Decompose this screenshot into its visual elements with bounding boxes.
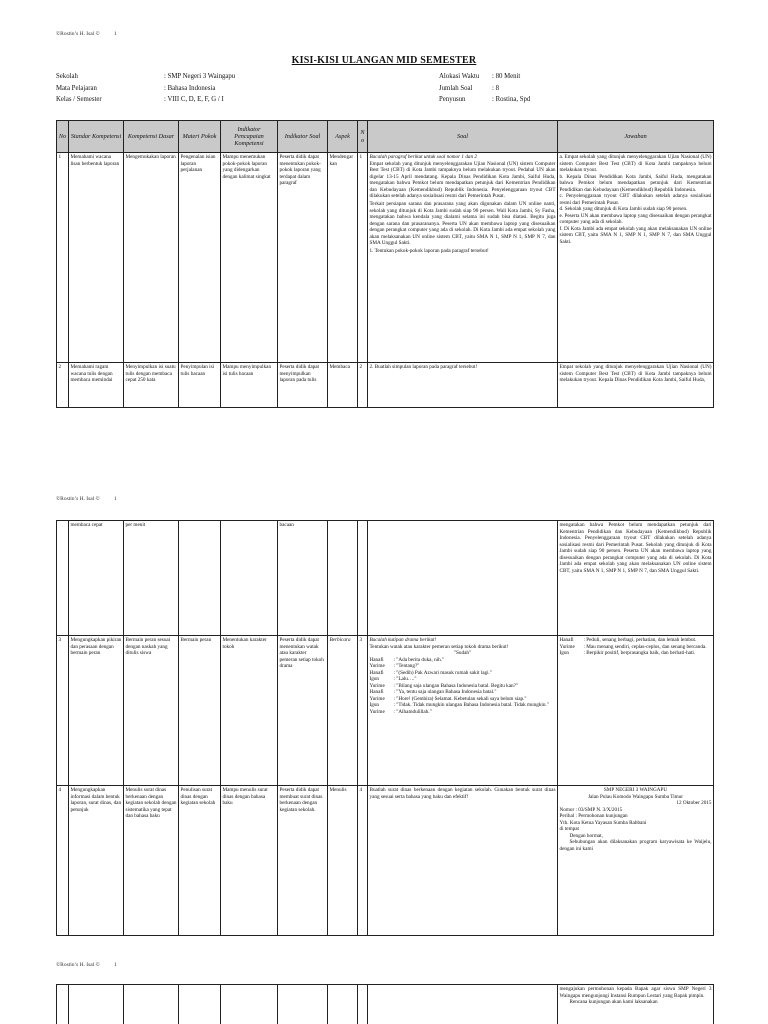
cell-jawaban: mengatakan bahwa Pemkot belum mendapatkan petunjuk dari Kementrian Pendidikan dan Kebudayaan (Kemendikbud) Republik Indonesia. Penyelenggaraan tryout CBT dilakukan setelah adanya sosialisasi resmi dari Pemerintah Pusat. Sekolah yang ditunjuk di Kota Jambi sudah siap 90 persen. Peserta UN akan membawa laptop yang disesuaikan dengan perangkat computer yang ada di sekolah. Di Kota Jambi ada empat sekolah yang akan melaksanakan UN online sistem CBT, yaitu SMA N 1, SMP N 1, SMP N 7, dan SMA Unggul Sakti. bbox=[558, 521, 714, 636]
cell-ipk bbox=[221, 985, 278, 1024]
info-label: Alokasi Waktu bbox=[439, 73, 480, 80]
footer-note: ©Rostin’s H. Isal © bbox=[56, 962, 100, 968]
header-no-soal: No bbox=[358, 121, 368, 153]
cell-soal bbox=[368, 521, 558, 636]
cell-materi bbox=[179, 521, 221, 636]
cell-materi bbox=[179, 985, 221, 1024]
cell-soal bbox=[368, 985, 558, 1024]
page-title: KISI-KISI ULANGAN MID SEMESTER bbox=[291, 55, 477, 66]
cell-materi: Pengenalan isian laporan perjalanan bbox=[179, 153, 221, 363]
cell-soal: 2. Buatlah simpulan laporan pada paragraf tersebut! bbox=[368, 363, 558, 408]
page-1 bbox=[0, 0, 768, 500]
info-label: Kelas / Semester bbox=[56, 96, 102, 103]
header-materi-pokok: Materi Pokok bbox=[179, 121, 221, 153]
table-row bbox=[57, 521, 714, 636]
cell-aspek: Berbicara bbox=[328, 636, 358, 786]
cell-jawaban: Empat sekolah yang ditunjuk menyelenggarakan Ujian Nasional (UN) sistem Computer Best Test (CBT) di Kota Jambi tampaknya belum melakukan tryout. Kepala Dinas Pendidikan Kota Jambi, Saiful Huda, bbox=[558, 363, 714, 408]
cell-no-soal: 2 bbox=[358, 363, 368, 408]
header-soal: Soal bbox=[368, 121, 558, 153]
letter-body: mengajukan permohonan kepada Bapak agar siswa SMP Negeri 3 Waingapu mengunjungi Instansi Rumpun Lestari yang Bapak pimpin. bbox=[559, 986, 712, 999]
cell-aspek: Membaca bbox=[328, 363, 358, 408]
info-row bbox=[439, 85, 530, 97]
cell-sk: Memahami wacana lisan berbentuk laporan bbox=[69, 153, 124, 363]
info-value: : Bahasa Indonesia bbox=[164, 84, 216, 92]
speaker: Yurime bbox=[369, 682, 385, 689]
speaker: Igun bbox=[369, 702, 380, 708]
jawaban-item: f. Di Kota Jambi ada empat sekolah yang akan melaksanakan UN online sistem CBT, yaitu SMA N 1, SMP N 1, SMP N 7, dan SMA Unggul Sakti. bbox=[559, 225, 712, 245]
cell-soal: Buatlah surat dinas berkenaan dengan kegiatan sekolah. Gunakan bentuk surat dinas yang sesuai serta bahasa yang baku dan efektif! bbox=[368, 786, 558, 936]
dialog-text: : "Ya, tentu saja ulangan Bahasa Indonesia batal." bbox=[393, 689, 497, 695]
speaker: Hanafi bbox=[369, 689, 384, 695]
table-row bbox=[57, 153, 714, 363]
info-row bbox=[56, 85, 235, 97]
info-left bbox=[56, 73, 235, 108]
page-3 bbox=[0, 958, 768, 1024]
cell-no-soal bbox=[358, 521, 368, 636]
header-kompetensi-dasar: Kompetensi Dasar bbox=[124, 121, 179, 153]
letter-body: Sehubungan akan dilaksanakan program karyawisata ke Waijelu, dengan ini kami bbox=[559, 839, 712, 852]
cell-ipk bbox=[221, 521, 278, 636]
jawaban-item: e. Peserta UN akan membawa laptop yang disesuaikan dengan perangkat computer yang ada di sekolah. bbox=[559, 212, 712, 225]
page-header bbox=[56, 31, 117, 38]
table-row bbox=[57, 363, 714, 408]
info-label: Sekolah bbox=[56, 73, 78, 80]
cell-no: 3 bbox=[57, 636, 69, 786]
header-aspek: Aspek bbox=[328, 121, 358, 153]
cell-ipk: Mampu menyimpulkan isi tulis bacaan bbox=[221, 363, 278, 408]
cell-jawaban bbox=[558, 636, 714, 786]
letterhead-name: SMP NEGERI 3 WAINGAPU bbox=[603, 787, 668, 793]
header-standar-kompetensi: Standar Kompetensi bbox=[69, 121, 124, 153]
info-row bbox=[56, 73, 235, 85]
info-row bbox=[439, 96, 530, 108]
cell-is bbox=[278, 985, 328, 1024]
cell-kd: Mengemukakan laporan bbox=[124, 153, 179, 363]
kisi-kisi-table bbox=[56, 120, 714, 408]
info-value: : 8 bbox=[492, 84, 499, 92]
cell-jawaban bbox=[558, 786, 714, 936]
dialog-text: : "Alhamdulillah." bbox=[393, 708, 432, 715]
cell-sk: Mengungkapkan pikiran dan perasaan dengan bermain peran bbox=[69, 636, 124, 786]
jawaban-item: b. Kepala Dinas Pendidikan Kota Jambi, Saiful Huda, mengatakan bahwa Pemkot belum mendapatkan petunjuk dari Kementrian Pendidikan dan Kebudayaan (Kemendikbud) Republik Indonesia. bbox=[559, 173, 712, 193]
cell-kd: Bermain peran sesuai dengan naskah yang ditulis siswa bbox=[124, 636, 179, 786]
cell-kd bbox=[124, 985, 179, 1024]
dialog-text: : "Bilang saja ulangan Bahasa Indonesia batal. Begitu kan?" bbox=[393, 682, 519, 689]
dialog-line bbox=[370, 709, 556, 716]
cell-kd: Menyimpulkan isi suatu tulis dengan membaca cepat 250 kata bbox=[124, 363, 179, 408]
page-header bbox=[56, 496, 117, 503]
dialog-text: : "Tentang?" bbox=[393, 663, 420, 669]
cell-aspek: Mendengarkan bbox=[328, 153, 358, 363]
cell-no bbox=[57, 985, 69, 1024]
letter-recipient: Yth. Kota Ketua Yayasan Sumba Rabbani bbox=[559, 819, 647, 826]
cell-no bbox=[57, 521, 69, 636]
info-value: : VIII C, D, E, F, G / I bbox=[164, 96, 224, 103]
soal-paragraph: Terkait persiapan sarana dan prasarana yang akan digunakan dalam UN online nanti, sekolah yang ditunjuk di Kota Jambi sudah siap 90 persen. Wali Kota Jambi, Sy Fasha, mengatakan bahwa kendala yang dialami selama ini sudah bisa diatasi. Begitu juga dengan sarana dan prasarananya. Peserta UN akan membawa laptop yang disesuaikan dengan perangkat computer yang ada di sekolah. Di Kota Jambi ada empat sekolah yang akan melaksanakan UN online sistem CBT, yaitu SMA N 1, SMP N 1, SMP N 7, dan SMA Unggul Sakti. bbox=[369, 201, 556, 246]
letter-subject: Perihal : Permohonan kunjungan bbox=[559, 813, 628, 819]
soal-paragraph: Empat sekolah yang ditunjuk menyelenggarakan Ujian Nasional (UN) sistem Computer Best Test (CBT) di Kota Jambi tampaknya belum melakukan tryout. Pedahal UN akan digelar 13-15 April mendatang. Kepala Dinas Pendidikan Kota Jambi, Saiful Huda, mengatakan bahwa Pemkot belum mendapatkan petunjuk dari Kementrian Pendidikan dan Kebudayaan (Kemendikbud) Republik Indonesia. Penyelenggaraan tryout CBT dilakukan setelah adanya sosialisasi resmi dari Pemerintah Pusat. bbox=[369, 160, 556, 199]
soal-intro: Bacalah kutipan drama berikut! bbox=[369, 637, 437, 643]
cell-is: Peserta didik dapat menyimpulkan laporan pada tulis bbox=[278, 363, 328, 408]
cell-no-soal: 1 bbox=[358, 153, 368, 363]
soal-question: 1. Tentukan pokok-pokok laporan pada paragraf tersebut! bbox=[369, 248, 489, 254]
dialog-text: : "Ada berita duka, nih." bbox=[393, 656, 445, 663]
speaker: Hanafi bbox=[369, 669, 384, 676]
cell-no-soal bbox=[358, 985, 368, 1024]
cell-sk: membaca cepat bbox=[69, 521, 124, 636]
jawaban-text: : Berpikir positif, berprasangka baik, dan berhati-hati. bbox=[583, 650, 696, 656]
info-value: : Rostina, Spd bbox=[492, 96, 531, 103]
cell-kd: Menulis surat dinas berkenaan dengan kegiatan sekolah dengan sistematika yang tepat dan bahasa baku bbox=[124, 786, 179, 936]
cell-soal bbox=[368, 153, 558, 363]
jawaban-item bbox=[560, 650, 712, 657]
letter-place: di tempat bbox=[559, 826, 579, 832]
dialog-text: : "(Sedih) Pak Azwari masuk rumah sakit lagi." bbox=[393, 669, 492, 676]
cell-no: 2 bbox=[57, 363, 69, 408]
cell-no: 1 bbox=[57, 153, 69, 363]
footer-note: ©Rostin’s H. Isal © bbox=[56, 31, 100, 37]
cell-is: bacaan bbox=[278, 521, 328, 636]
jawaban-item: d. Sekolah yang ditunjuk di Kota Jambi sudah siap 90 persen. bbox=[559, 206, 688, 212]
cell-is: Peserta didik dapat membuat surat dinas berkenaan dengan kegiatan sekolah. bbox=[278, 786, 328, 936]
letter-greeting: Dengan hormat, bbox=[569, 832, 603, 839]
info-value: : 80 Menit bbox=[492, 73, 521, 80]
letter-body: Rencana kunjungan akan kami laksanakan bbox=[569, 999, 658, 1005]
cell-materi: Bermain peran bbox=[179, 636, 221, 786]
page-2 bbox=[0, 490, 768, 960]
cell-sk: Mengungkapkan informasi dalam bentuk laporan, surat dinas, dan petunjuk bbox=[69, 786, 124, 936]
speaker: Igun bbox=[559, 650, 570, 656]
jawaban-item: a. Empat sekolah yang ditunjuk menyelenggarakan Ujian Nasional (UN) sistem Computer Best Test (CBT) di Kota Jambi tampaknya belum melakukan tryout. bbox=[559, 154, 712, 173]
letter-date: 12 Oktober 2015 bbox=[676, 800, 712, 806]
jawaban-text: : Mau menang sendiri, ceplas-ceplos, dan senang bercanda. bbox=[583, 643, 707, 650]
table-row bbox=[57, 786, 714, 936]
info-label: Penyusun bbox=[439, 96, 466, 103]
cell-jawaban bbox=[558, 153, 714, 363]
info-value: : SMP Negeri 3 Waingapu bbox=[164, 73, 236, 80]
cell-aspek: Menulis bbox=[328, 786, 358, 936]
table-row bbox=[57, 985, 714, 1024]
cell-ipk: Mampu menulis surat dinas dengan bahasa baku bbox=[221, 786, 278, 936]
page-number: 1 bbox=[113, 962, 117, 968]
speaker: Hanafi bbox=[559, 637, 574, 643]
cell-no: 4 bbox=[57, 786, 69, 936]
cell-sk bbox=[69, 985, 124, 1024]
info-row bbox=[439, 73, 530, 85]
letterhead-address: Jalan Pulau Komodo Waingapu Sumba Timur bbox=[587, 793, 684, 800]
cell-aspek bbox=[328, 521, 358, 636]
page-number: 1 bbox=[113, 496, 117, 502]
speaker: Yurime bbox=[559, 643, 575, 650]
dialog-text: : "Lalu…." bbox=[393, 676, 417, 682]
kisi-kisi-table-continued bbox=[56, 984, 714, 1024]
speaker: Hanafi bbox=[369, 656, 384, 663]
jawaban-text: : Peduli, senang berbagi, perhatian, dan lemah lembut. bbox=[583, 637, 697, 643]
soal-intro: Bacalah paragraf berikut untuk soal nomor 1 dan 2 bbox=[369, 154, 477, 160]
header-indikator-soal: Indikator Soal bbox=[278, 121, 328, 153]
cell-jawaban bbox=[558, 985, 714, 1024]
speaker: Yurime bbox=[369, 708, 385, 715]
info-right bbox=[439, 73, 530, 108]
table-header-row bbox=[57, 121, 714, 153]
cell-ipk: Menentukan karakter tokoh bbox=[221, 636, 278, 786]
speaker: Yurime bbox=[369, 663, 385, 669]
info-label: Jumlah Soal bbox=[439, 84, 473, 92]
speaker: Igun bbox=[369, 676, 380, 682]
footer-note: ©Rostin’s H. Isal © bbox=[56, 496, 100, 502]
cell-ipk: Mampu menemukan pokok-pokok laporan yang didengarkan dengan kalimat singkat bbox=[221, 153, 278, 363]
info-row bbox=[56, 96, 235, 108]
page-header bbox=[56, 962, 117, 969]
cell-sk: Memahami ragam wacana tulis dengan membaca memindai bbox=[69, 363, 124, 408]
speaker: Yurime bbox=[369, 695, 385, 702]
page-number: 1 bbox=[113, 31, 117, 37]
info-label: Mata Pelajaran bbox=[56, 84, 97, 92]
header-jawaban: Jawaban bbox=[558, 121, 714, 153]
table-row bbox=[57, 636, 714, 786]
cell-materi: Penulisan surat dinas dengan kegiatan sekolah bbox=[179, 786, 221, 936]
dialog-text: : "Tidak. Tidak mungkin ulangan Bahasa Indonesia batal. Tidak mungkin." bbox=[393, 702, 549, 708]
soal-question: Tentukan watak atau karakter pemeran setiap tokoh drama berikut! bbox=[369, 643, 509, 650]
cell-kd: per menit bbox=[124, 521, 179, 636]
cell-is: Peserta didik dapat menentukan pokok-pokok laporan yang terdapat dalam paragraf bbox=[278, 153, 328, 363]
cell-no-soal: 3 bbox=[358, 636, 368, 786]
cell-materi: Penyimpulan isi tulis bacaan bbox=[179, 363, 221, 408]
letter-number: Nomor : 03/SMP N. 3/X/2015 bbox=[559, 806, 623, 813]
cell-aspek bbox=[328, 985, 358, 1024]
header-no: No bbox=[57, 121, 69, 153]
header-indikator-pencapaian: Indikator Pencapaian Kompetensi bbox=[221, 121, 278, 153]
cell-no-soal: 4 bbox=[358, 786, 368, 936]
dialog-text: : "Hore! (Gembira) Selamat. Kebetulan sekali saya belum siap." bbox=[393, 695, 527, 702]
kisi-kisi-table-continued bbox=[56, 520, 714, 936]
cell-is: Peserta didik dapat menentukan watak atau karakter pemeran setiap tokoh drama bbox=[278, 636, 328, 786]
jawaban-item: c. Penyelenggaraan tryout CBT dilakukan setelah adanya sosialisasi resmi dari Pemerintah Pusat. bbox=[559, 193, 712, 206]
cell-soal bbox=[368, 636, 558, 786]
drama-title: "Sudah" bbox=[453, 650, 472, 656]
